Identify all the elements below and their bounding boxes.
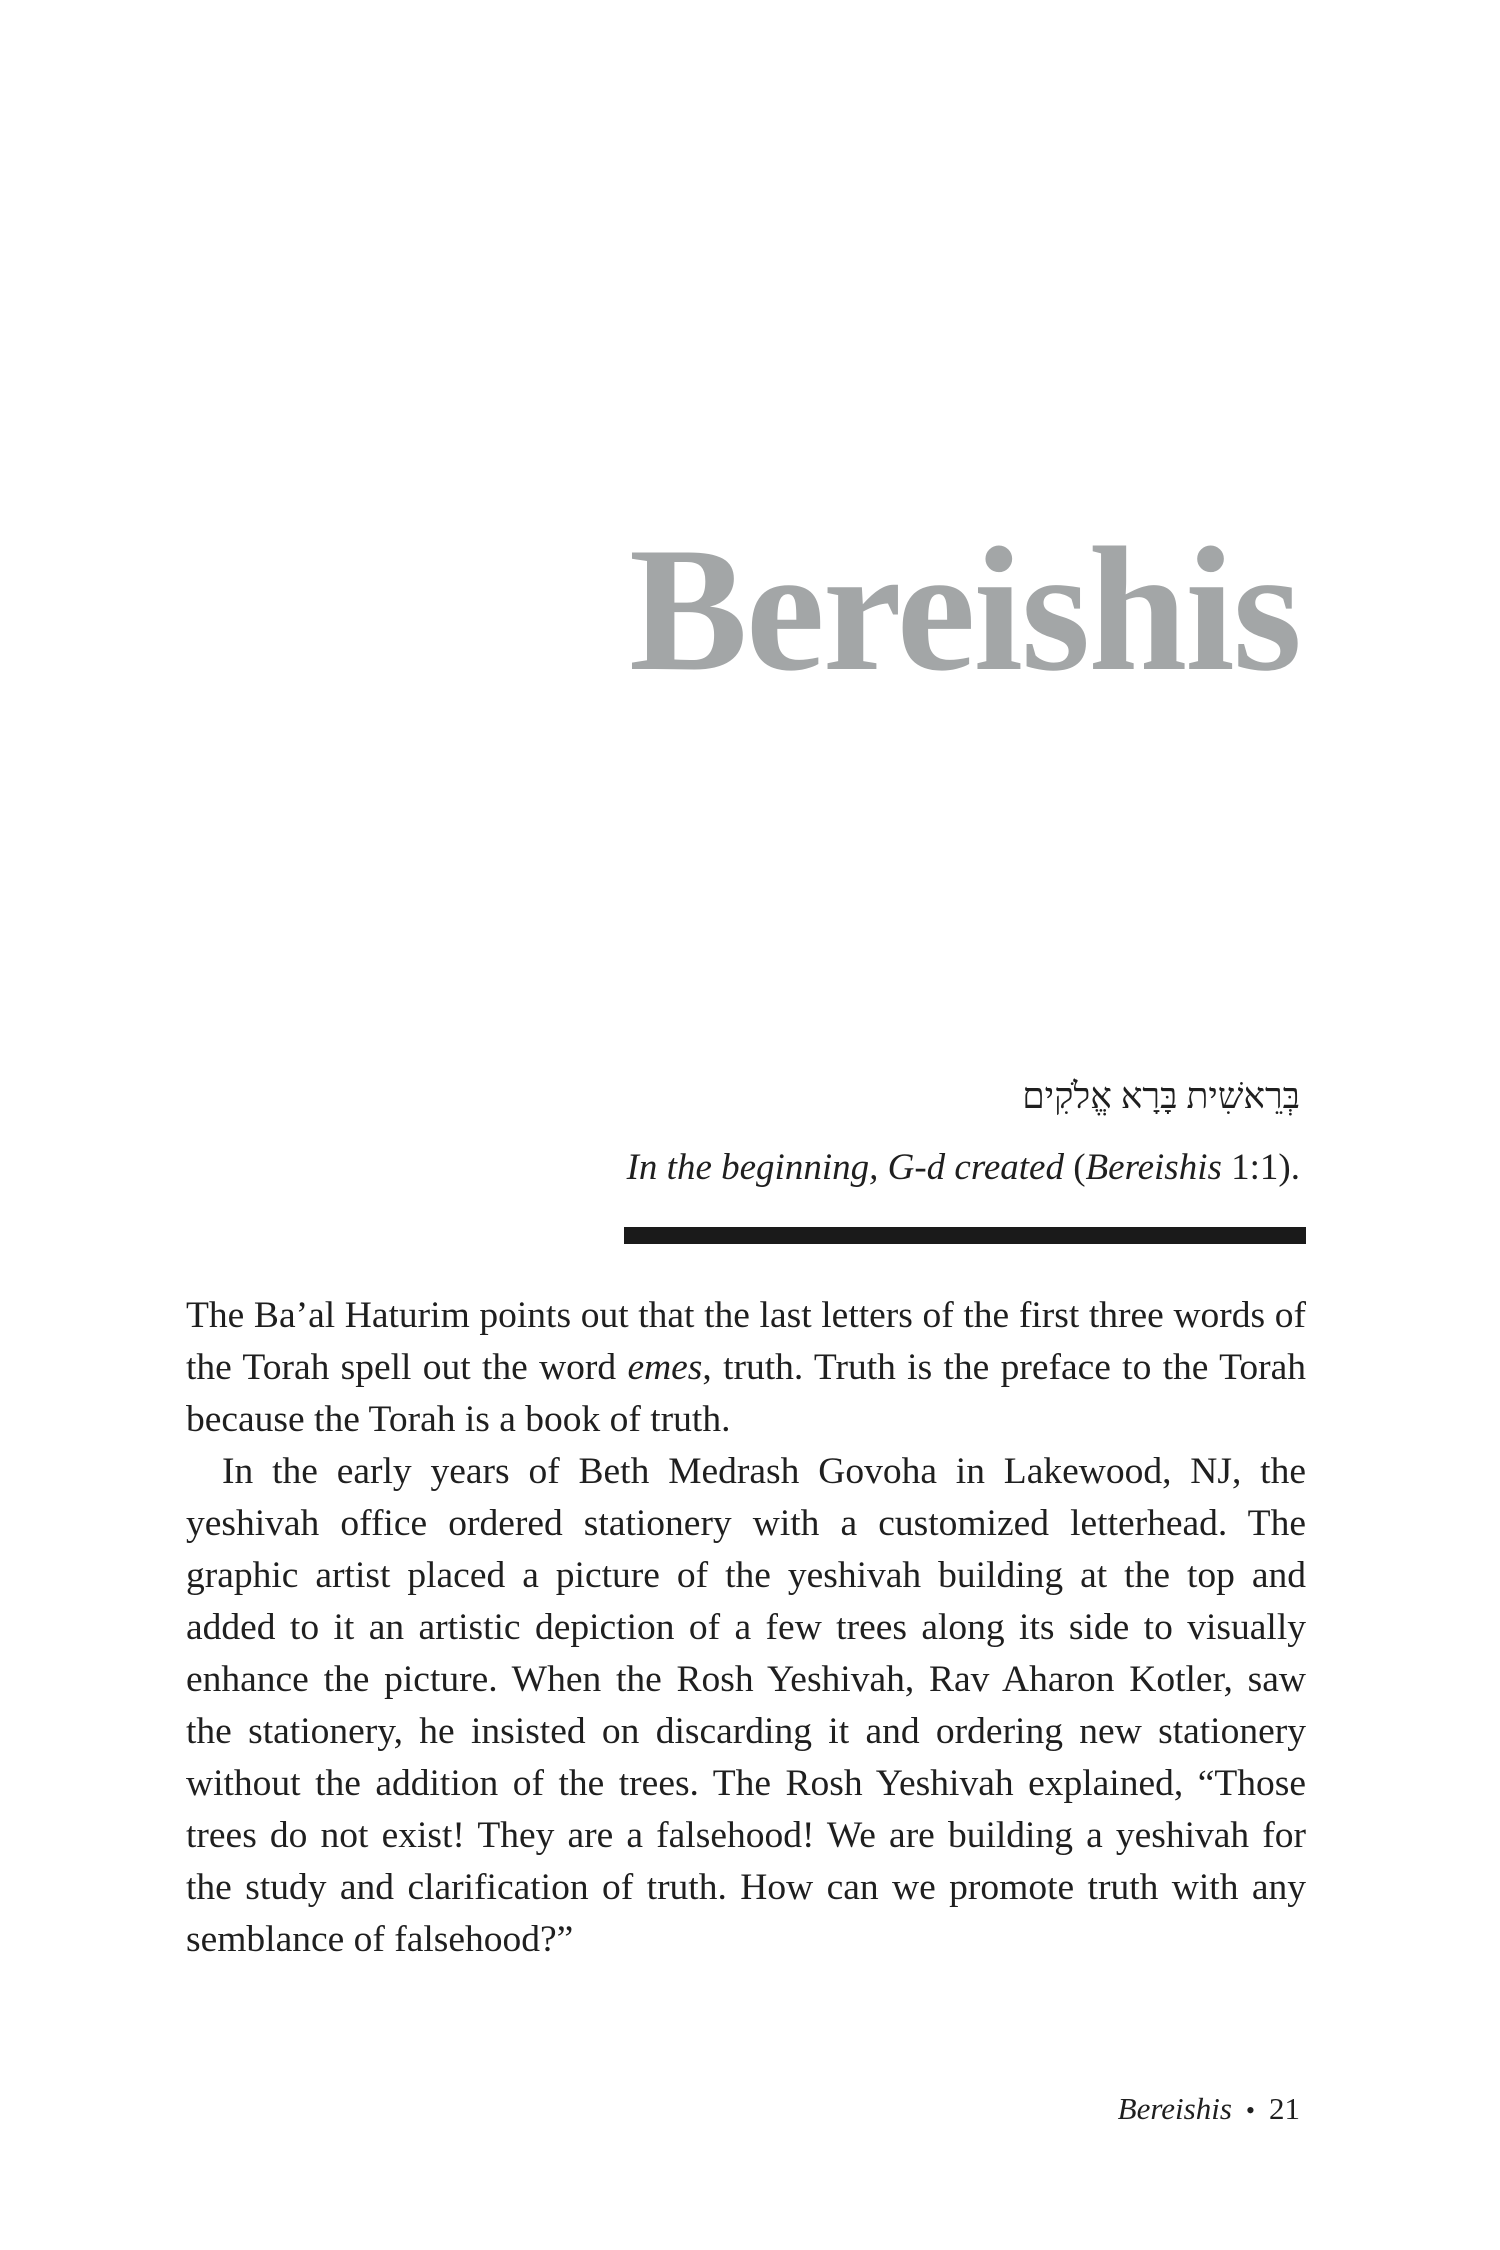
verse-ref-book: Bereishis: [1085, 1147, 1222, 1188]
paragraph-1: [186, 1290, 1306, 1446]
verse-translation: [627, 1146, 1300, 1190]
verse-translation-text: In the beginning, G-d created: [626, 1147, 1064, 1188]
page-number: 21: [1269, 2091, 1300, 2126]
paragraph-2: In the early years of Beth Medrash Govoha in Lakewood, NJ, the yeshivah office ordered stationery with a customized letterhead. The graphic artist placed a picture of the yeshivah building at the top and added to it an artistic depiction of a few trees along its side to visually enhance the picture. When the Rosh Yeshivah, Rav Aharon Kotler, saw the stationery, he insisted on discarding it and ordering new stationery without the addition of the trees. The Rosh Yeshivah explained, “Those trees do not exist! They are a falsehood! We are building a yeshivah for the study and clarification of truth. How can we promote truth with any semblance of falsehood?”: [186, 1451, 1306, 1960]
paragraph-1-part-b: , truth. Truth is the preface to the Torah because the Torah is a book of truth.: [186, 1347, 1306, 1440]
verse-hebrew: בְּרֵאשִׁית בָּרָא אֱלֹקִים: [1022, 1076, 1300, 1116]
chapter-title: Bereishis: [629, 510, 1300, 708]
section-divider: [624, 1227, 1306, 1244]
paragraph-1-emphasis: emes: [627, 1347, 703, 1388]
footer-bullet: •: [1245, 2096, 1255, 2125]
verse-ref-open: (: [1063, 1147, 1086, 1188]
body-text: [186, 1290, 1306, 1966]
paragraph-1-part-a: The Ba’al Haturim points out that the last letters of the first three words of the Torah spell out the word: [186, 1295, 1306, 1388]
running-title: Bereishis: [1117, 2091, 1232, 2126]
running-footer: [1118, 2093, 1300, 2124]
verse-ref-close: 1:1).: [1221, 1147, 1300, 1188]
